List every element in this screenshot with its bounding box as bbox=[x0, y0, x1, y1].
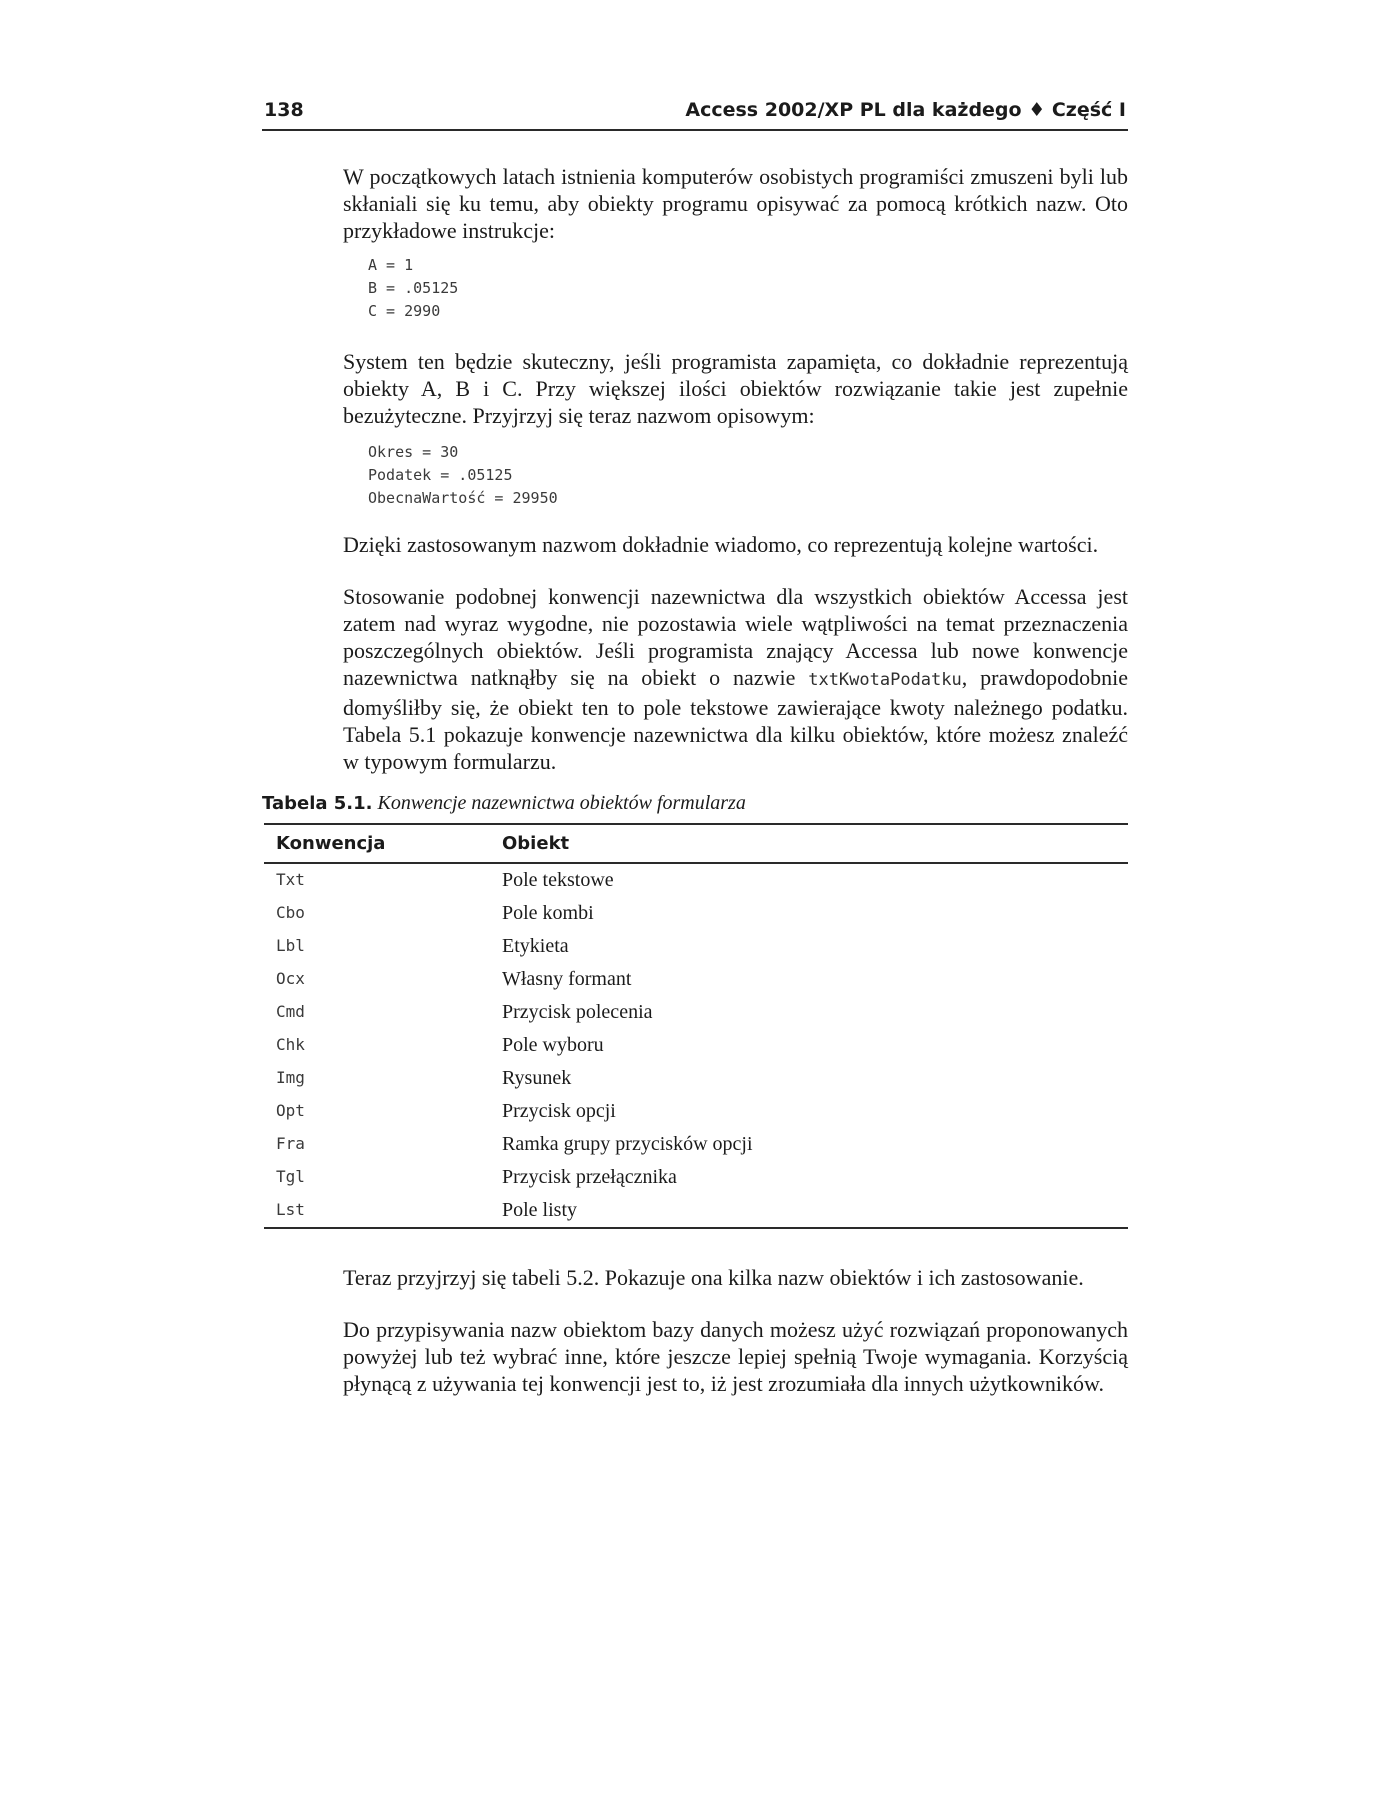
table-row bbox=[264, 1128, 1128, 1161]
running-header bbox=[262, 95, 1128, 131]
object-cell: Własny formant bbox=[502, 968, 632, 990]
table-caption bbox=[262, 792, 1128, 815]
table-row bbox=[264, 1194, 1128, 1227]
paragraph-convention-after: , prawdopodobnie domyśliłby się, że obiekt ten to pole tekstowe zawierające kwoty należnego podatku. Tabela 5.1 pokazuje konwencje nazewnictwa dla kilku obiektów, które możesz znaleźć w typowym formularzu. bbox=[343, 665, 1128, 774]
paragraph-thanks: Dzięki zastosowanym nazwom dokładnie wiadomo, co reprezentują kolejne wartości. bbox=[343, 532, 1099, 557]
convention-cell: Cmd bbox=[276, 1002, 305, 1021]
code-block-descriptive-names: Okres = 30 Podatek = .05125 ObecnaWartość = 29950 bbox=[368, 443, 558, 507]
convention-cell: Lbl bbox=[276, 936, 305, 955]
object-cell: Pole tekstowe bbox=[502, 869, 614, 891]
table-caption-label: Tabela 5.1. bbox=[262, 793, 373, 814]
object-cell: Przycisk przełącznika bbox=[502, 1166, 677, 1188]
convention-cell: Tgl bbox=[276, 1167, 305, 1186]
table-row bbox=[264, 1095, 1128, 1128]
object-cell: Pole listy bbox=[502, 1199, 578, 1221]
paragraph-convention-before: Stosowanie podobnej konwencji nazewnictwa dla wszystkich obiektów Accessa jest zatem nad wyraz wygodne, nie pozostawia wiele wątpliwości na temat przeznaczenia poszczególnych obiektów. Jeśli programista znający Accessa lub nowe konwencje nazewnictwa natknąłby się na obiekt o nazwie bbox=[343, 584, 1128, 690]
convention-cell: Chk bbox=[276, 1035, 305, 1054]
convention-cell: Txt bbox=[276, 870, 305, 889]
paragraph-next-table: Teraz przyjrzyj się tabeli 5.2. Pokazuje ona kilka nazw obiektów i ich zastosowanie. bbox=[343, 1265, 1084, 1290]
inline-code-name: txtKwotaPodatku bbox=[808, 670, 962, 690]
table-header-object: Obiekt bbox=[502, 833, 570, 854]
paragraph-system: System ten będzie skuteczny, jeśli programista zapamięta, co dokładnie reprezentują obiekty A, B i C. Przy większej ilości obiektów rozwiązanie takie jest zupełnie bezużyteczne. Przyjrzyj się teraz nazwom opisowym: bbox=[343, 349, 1128, 428]
object-cell: Przycisk polecenia bbox=[502, 1001, 653, 1023]
convention-cell: Cbo bbox=[276, 903, 305, 922]
object-cell: Przycisk opcji bbox=[502, 1100, 616, 1122]
table-row bbox=[264, 864, 1128, 897]
page-number: 138 bbox=[264, 99, 304, 121]
table-row bbox=[264, 897, 1128, 930]
object-cell: Pole kombi bbox=[502, 902, 594, 924]
naming-convention-table bbox=[264, 823, 1128, 1229]
object-cell: Etykieta bbox=[502, 935, 569, 957]
object-cell: Rysunek bbox=[502, 1067, 572, 1089]
table-header-convention: Konwencja bbox=[276, 833, 386, 854]
convention-cell: Ocx bbox=[276, 969, 305, 988]
convention-cell: Lst bbox=[276, 1200, 305, 1219]
table-row bbox=[264, 1161, 1128, 1194]
paragraph-intro: W początkowych latach istnienia komputerów osobistych programiści zmuszeni byli lub skłaniali się ku temu, aby obiekty programu opisywać za pomocą krótkich nazw. Oto przykładowe instrukcje: bbox=[343, 164, 1128, 243]
table-row bbox=[264, 963, 1128, 996]
convention-cell: Fra bbox=[276, 1134, 305, 1153]
table-row bbox=[264, 930, 1128, 963]
table-caption-text: Konwencje nazewnictwa obiektów formularza bbox=[377, 792, 746, 814]
code-block-short-names: A = 1 B = .05125 C = 2990 bbox=[368, 256, 459, 320]
table-row bbox=[264, 1062, 1128, 1095]
object-cell: Pole wyboru bbox=[502, 1034, 604, 1056]
convention-cell: Opt bbox=[276, 1101, 305, 1120]
paragraph-convention bbox=[343, 583, 1128, 775]
object-cell: Ramka grupy przycisków opcji bbox=[502, 1133, 753, 1155]
table-row bbox=[264, 996, 1128, 1029]
table-row bbox=[264, 1029, 1128, 1062]
paragraph-closing: Do przypisywania nazw obiektom bazy danych możesz użyć rozwiązań proponowanych powyżej lub też wybrać inne, które jeszcze lepiej spełnią Twoje wymagania. Korzyścią płynącą z używania tej konwencji jest to, iż jest zrozumiała dla innych użytkowników. bbox=[343, 1317, 1128, 1396]
book-title: Access 2002/XP PL dla każdego ♦ Część I bbox=[685, 99, 1126, 121]
convention-cell: Img bbox=[276, 1068, 305, 1087]
table-header-row bbox=[264, 825, 1128, 864]
